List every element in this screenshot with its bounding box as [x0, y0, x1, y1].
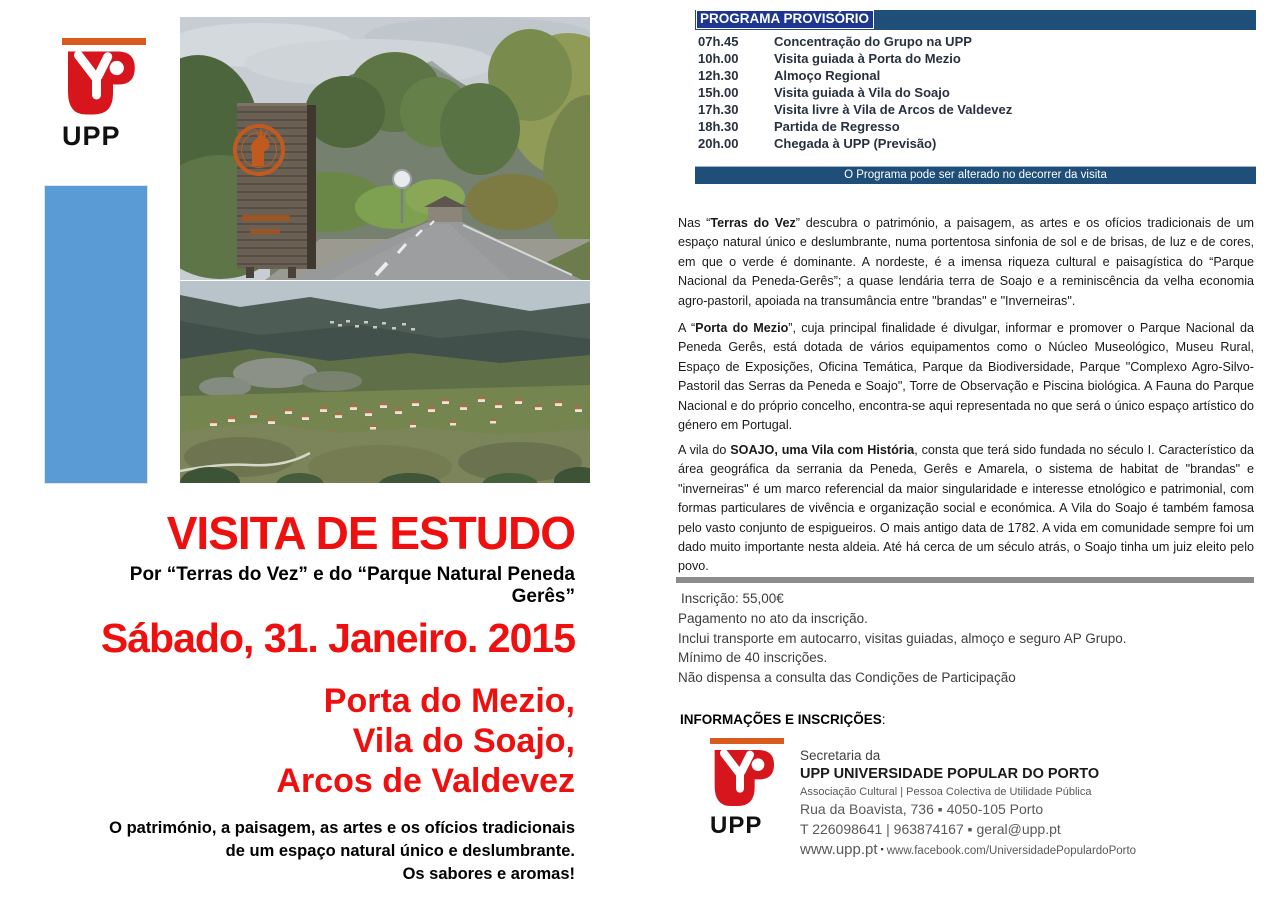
upp-logo-footer	[710, 738, 784, 840]
schedule-time: 18h.30	[698, 119, 739, 134]
program-header: PROGRAMA PROVISÓRIO	[696, 10, 874, 29]
schedule-activity: Visita guiada à Vila do Soajo	[774, 85, 950, 100]
schedule-time: 17h.30	[698, 102, 739, 117]
upp-logo-text: UPP	[62, 121, 121, 151]
info-heading-label: INFORMAÇÕES E INSCRIÇÕES	[680, 712, 882, 727]
paragraph-text: A “	[678, 321, 696, 335]
paragraph-porta-do-mezio	[678, 319, 1254, 435]
paragraph-bold: SOAJO, uma Vila com História	[730, 443, 915, 457]
info-heading-colon: :	[881, 712, 886, 727]
contact-organization: UPP UNIVERSIDADE POPULAR DO PORTO	[800, 766, 1100, 782]
paragraph-text: , consta que terá sido fundada no século I. Característico da área geográfica da serrania da Peneda, Gerês e Amarela, o sistema de habitat de "brandas" e "inverneiras" é um marco referencial da maior singularidade e interesse etnológico e patrimonial, com formas particulares de vivência e organização social e económica. A Vila do Soajo é também famosa pelo vasto conjunto de espigueiros. O mais antigo data de 1782. A vida em comunidade sempre foi um dado muito importante nesta aldeia. Até há cerca de um século atrás, o Soajo tinha um juiz eleito pelo povo.	[678, 443, 1255, 574]
upp-logo-mark-icon	[62, 47, 140, 119]
destination-line: Arcos de Valdevez	[276, 762, 575, 800]
schedule-activity: Concentração do Grupo na UPP	[774, 34, 972, 49]
subtitle: Por “Terras do Vez” e do “Parque Natural Peneda Gerês”	[129, 564, 575, 607]
upp-logo-text: UPP	[710, 812, 763, 839]
photo-road-porta-do-mezio	[180, 17, 590, 280]
enrollment-info	[678, 589, 1254, 688]
schedule-time: 07h.45	[698, 34, 739, 49]
road-photo-illustration	[180, 17, 590, 280]
wooden-entrance-sign	[235, 103, 316, 278]
schedule-row	[698, 84, 1255, 101]
square-separator-icon: ▪	[880, 844, 884, 854]
schedule-time: 15h.00	[698, 85, 739, 100]
paragraph-terras-do-vez	[678, 214, 1254, 311]
destination-line: Porta do Mezio,	[323, 682, 575, 720]
enrollment-line: Pagamento no ato da inscrição.	[678, 610, 868, 626]
upp-logo-mark-icon	[710, 746, 778, 810]
upp-logo-orange-bar	[62, 38, 146, 45]
schedule-row	[698, 118, 1255, 135]
tagline-line: de um espaço natural único e deslumbrante.	[225, 842, 575, 860]
tagline-line: Os sabores e aromas!	[402, 865, 575, 883]
upp-logo-orange-bar	[710, 738, 784, 744]
schedule-activity: Visita livre à Vila de Arcos de Valdevez	[774, 102, 1013, 117]
tagline-line: O património, a paisagem, as artes e os ofícios tradicionais	[109, 819, 575, 837]
schedule-activity: Almoço Regional	[774, 68, 881, 83]
schedule-row	[698, 50, 1255, 67]
schedule-time: 20h.00	[698, 136, 739, 151]
schedule-activity: Visita guiada à Porta do Mezio	[774, 51, 961, 66]
enrollment-line: Não dispensa a consulta das Condições de Participação	[678, 670, 1016, 686]
contact-web	[800, 839, 1256, 861]
paragraph-text: ”, cuja principal finalidade é divulgar, informar e promover o Parque Nacional da Peneda Gerês, está dotada de vários equipamentos como o Núcleo Museológico, Museu Rural, Espaço de Exposições, Oficina Temática, Parque da Biodiversidade, Parque "Complexo Agro-Silvo-Pastoril das Serras da Peneda e Soajo", Torre de Observação e Piscina biológica. A Fauna do Parque Nacional e do próprio concelho, encontra-se aqui representada no que será o único espaço artístico do género em Portugal.	[678, 321, 1254, 433]
enrollment-line: Mínimo de 40 inscrições.	[678, 650, 828, 666]
tagline	[70, 817, 575, 886]
village-photo-illustration	[180, 281, 590, 483]
paragraph-text: A vila do	[678, 443, 731, 457]
schedule-row	[698, 135, 1255, 152]
sign-text-line	[242, 215, 290, 221]
schedule-row	[698, 101, 1255, 118]
event-date: Sábado, 31. Janeiro. 2015	[100, 615, 575, 661]
upp-logo	[62, 38, 146, 152]
page-title: VISITA DE ESTUDO	[166, 507, 575, 559]
paragraph-bold: Terras do Vez	[710, 216, 796, 230]
paragraph-text: Nas “	[678, 216, 711, 230]
title-block	[70, 507, 575, 886]
contact-block	[800, 746, 1256, 861]
schedule-time: 10h.00	[698, 51, 739, 66]
facebook-url: www.facebook.com/UniversidadePopulardoPorto	[886, 845, 1137, 857]
contact-address: Rua da Boavista, 736 ▪ 4050-105 Porto	[800, 801, 1044, 817]
schedule-activity: Partida de Regresso	[774, 119, 900, 134]
contact-association: Associação Cultural | Pessoa Colectiva de Utilidade Pública	[800, 786, 1092, 798]
program-notice-bar: O Programa pode ser alterado no decorrer da visita	[695, 166, 1256, 184]
schedule-activity: Chegada à UPP (Previsão)	[774, 136, 937, 151]
paragraph-soajo	[678, 441, 1254, 577]
info-heading	[680, 712, 886, 727]
program-header-bar	[695, 10, 1256, 30]
contact-secretaria: Secretaria da	[800, 748, 881, 763]
website-url: www.upp.pt	[800, 841, 878, 858]
schedule-row	[698, 67, 1255, 84]
section-divider	[676, 577, 1254, 583]
enrollment-line: Inclui transporte em autocarro, visitas guiadas, almoço e seguro AP Grupo.	[678, 630, 1127, 646]
photo-village-soajo	[180, 281, 590, 483]
program-schedule	[698, 33, 1255, 152]
destinations	[70, 681, 575, 801]
enrollment-price: Inscrição: 55,00€	[681, 591, 784, 606]
contact-phones-email: T 226098641 | 963874167 ▪ geral@upp.pt	[800, 820, 1061, 837]
paragraph-text: ” descubra o património, a paisagem, as artes e os ofícios tradicionais de um espaço natural único e deslumbrante, numa portentosa sinfonia de sol e de brisas, de luz e de cores, em que o verde é dominante. A nordeste, é a imensa riqueza cultural e paisagística do “Parque Nacional da Peneda-Gerês”; a quase lendária terra de Soajo e a reminiscência da velha economia agro-pastoril, apoiada na transumância entre "brandas" e "Inverneiras".	[678, 216, 1254, 308]
destination-line: Vila do Soajo,	[352, 722, 575, 760]
schedule-time: 12h.30	[698, 68, 739, 83]
schedule-row	[698, 33, 1255, 50]
blue-accent-bar	[45, 186, 147, 483]
sign-text-line	[250, 229, 280, 234]
paragraph-bold: Porta do Mezio	[695, 321, 789, 335]
